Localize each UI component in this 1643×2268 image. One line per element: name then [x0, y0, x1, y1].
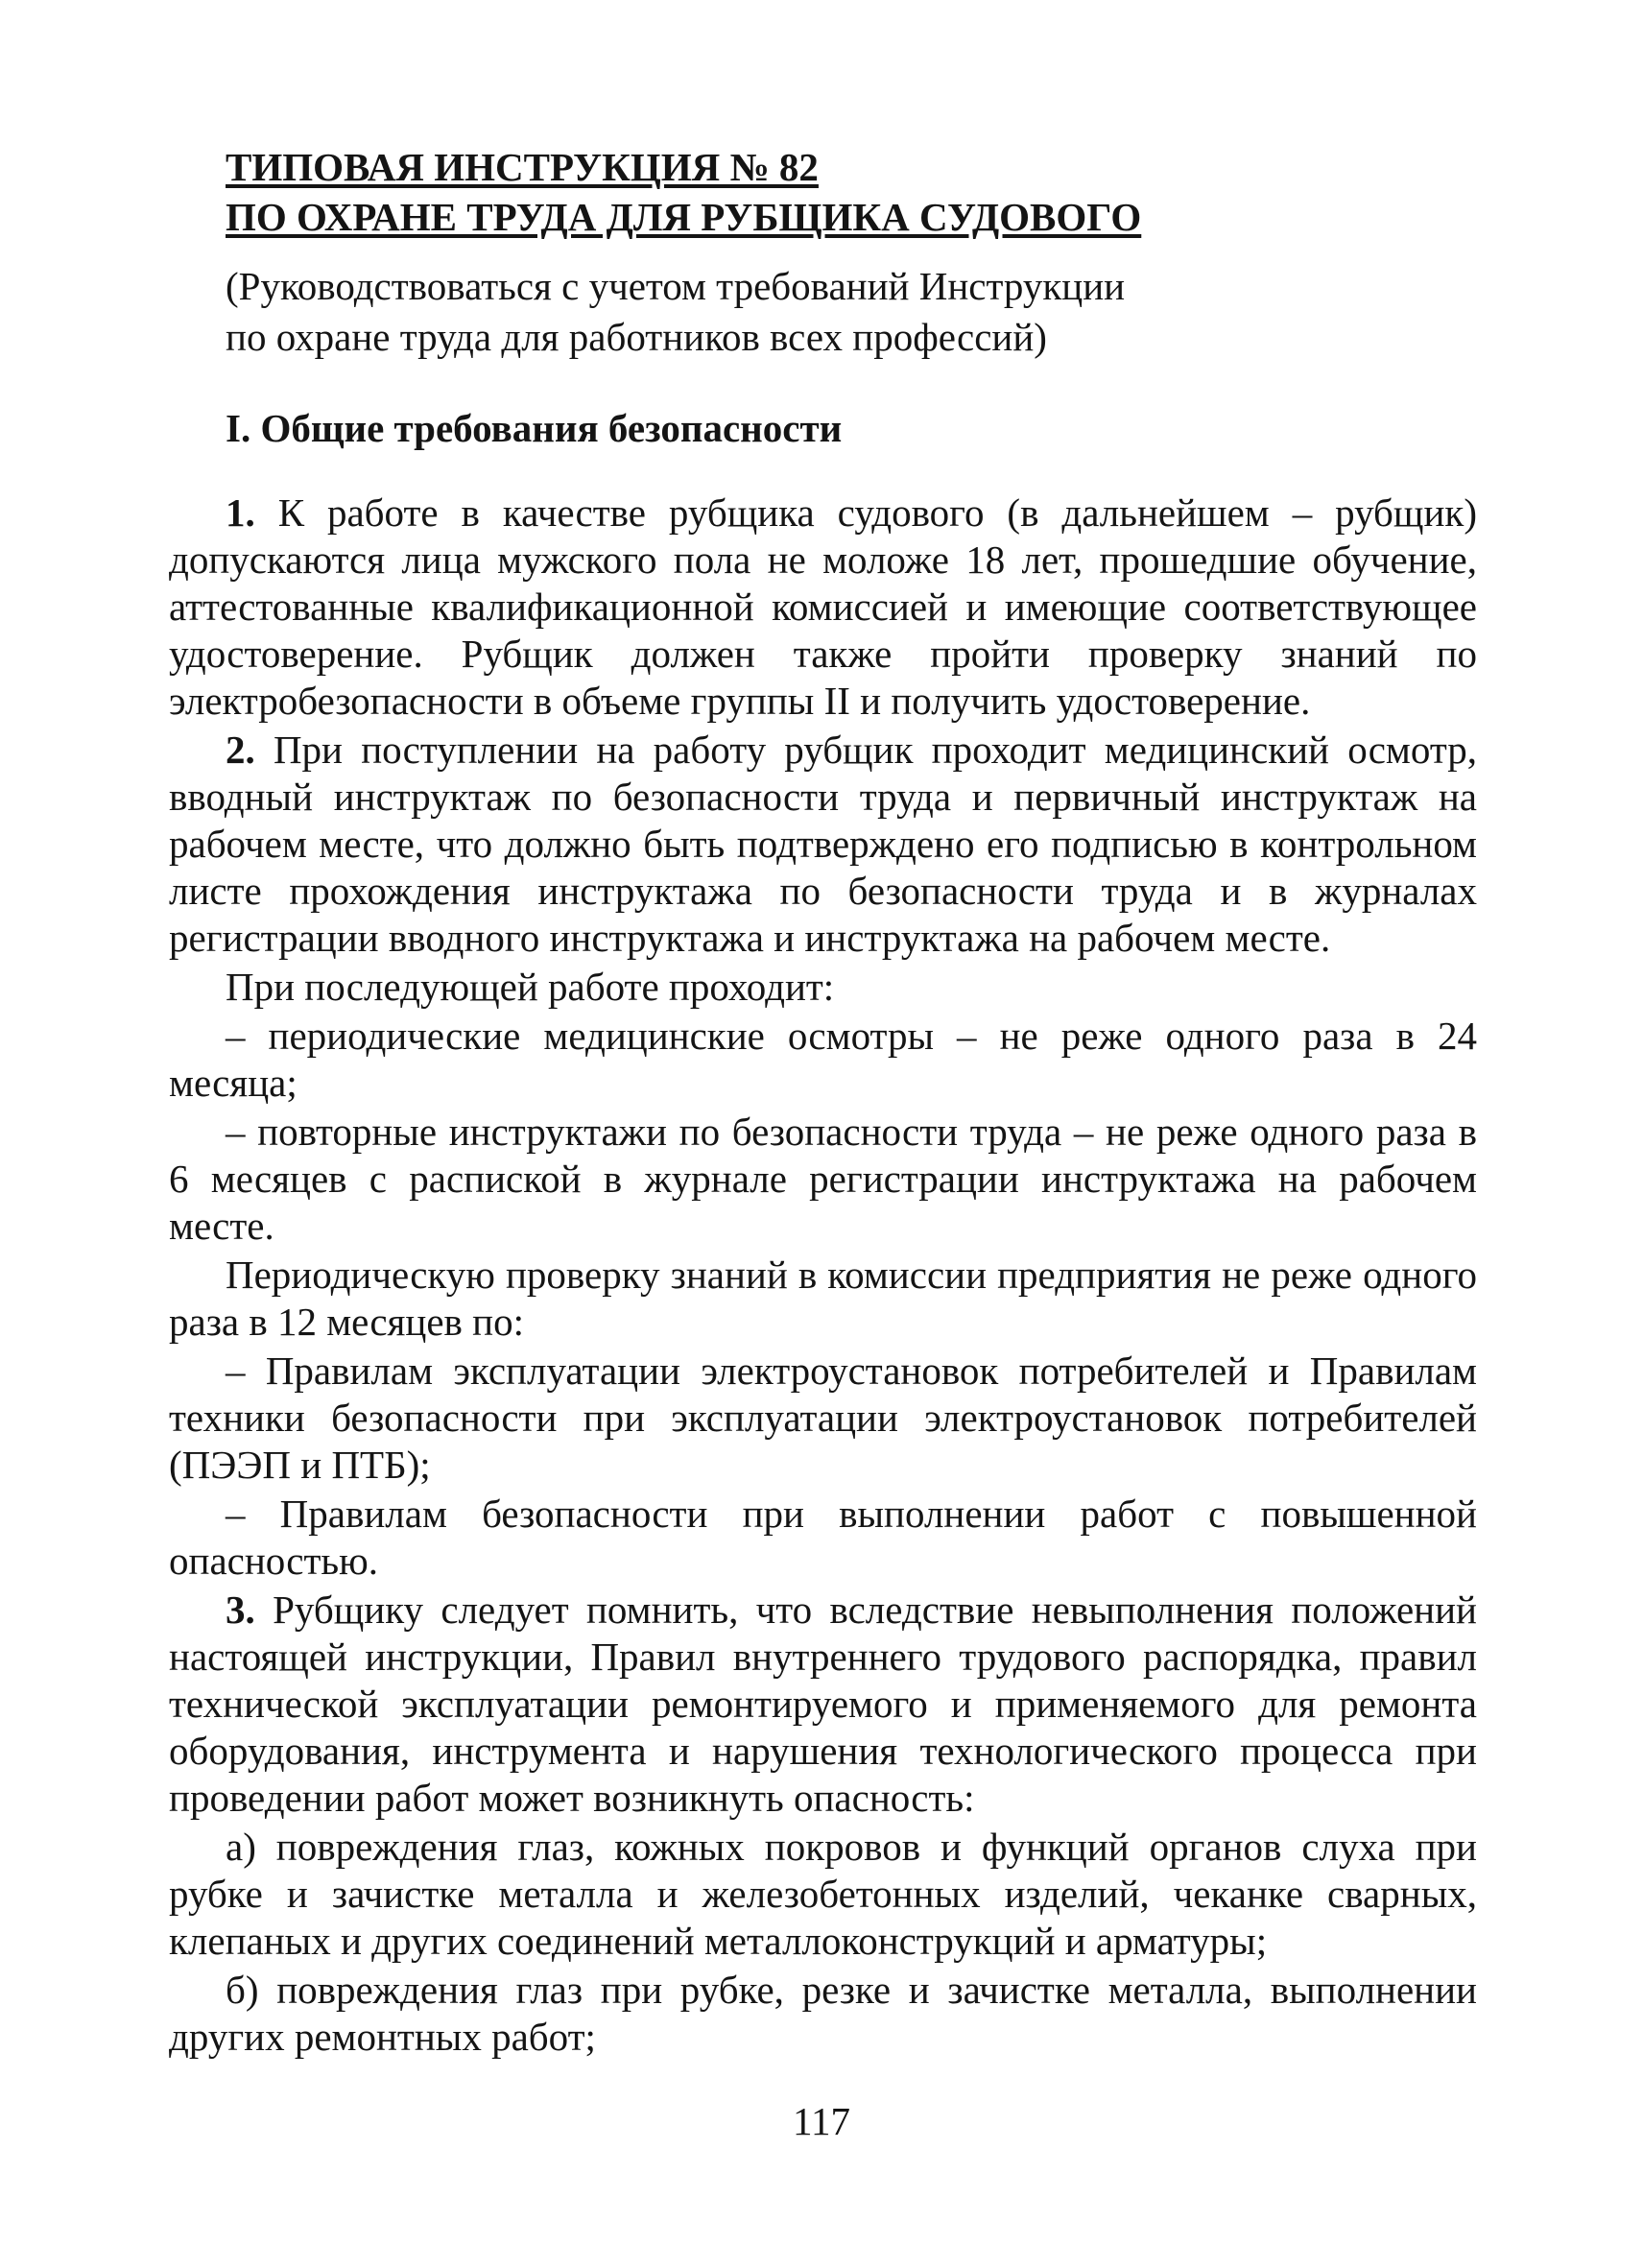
paragraph-2-subsequent: При последующей работе проходит:: [226, 965, 835, 1009]
paragraph-1-text: К работе в качестве рубщика судового (в дальнейшем – рубщик) допускаются лица мужского пола не моложе 18 лет, прошедшие обучение, аттестованные квалификационной комиссией и имеющие соответствующее удостоверение. Рубщик должен также пройти проверку знаний по электробезопасности в объеме группы II и получить удостоверение.: [169, 490, 1477, 723]
paragraph-3-number: 3.: [226, 1588, 255, 1632]
paragraph-1-number: 1.: [226, 490, 255, 535]
title-line-2: ПО ОХРАНЕ ТРУДА ДЛЯ РУБЩИКА СУДОВОГО: [226, 195, 1142, 239]
paragraph-2-medical: – периодические медицинские осмотры – не реже одного раза в 24 месяца;: [169, 1014, 1477, 1105]
paragraph-3: [169, 1587, 1477, 1822]
subtitle-line-2: по охране труда для работников всех профессий): [226, 315, 1047, 359]
paragraph-2-rules-electrical: – Правилам эксплуатации электроустановок потребителей и Правилам техники безопасности при эксплуатации электроустановок потребителей (ПЭЭП и ПТБ);: [169, 1349, 1477, 1487]
subtitle-line-1: (Руководствоваться с учетом требований Инструкции: [226, 264, 1126, 308]
paragraph-2: [169, 727, 1477, 962]
paragraph-2-periodic-check: Периодическую проверку знаний в комиссии предприятия не реже одного раза в 12 месяцев по:: [169, 1253, 1477, 1344]
paragraph-2-text: При поступлении на работу рубщик проходит медицинский осмотр, вводный инструктаж по безопасности труда и первичный инструктаж на рабочем месте, что должно быть подтверждено его подписью в контрольном листе прохождения инструктажа по безопасности труда и в журналах регистрации вводного инструктажа и инструктажа на рабочем месте.: [169, 728, 1477, 960]
paragraph-2-number: 2.: [226, 728, 255, 772]
title-line-1: ТИПОВАЯ ИНСТРУКЦИЯ № 82: [226, 145, 819, 189]
paragraph-3-text: Рубщику следует помнить, что вследствие невыполнения положений настоящей инструкции, Правил внутреннего трудового распорядка, правил технической эксплуатации ремонтируемого и применяемого для ремонта оборудования, инструмента и нарушения технологического процесса при проведении работ может возникнуть опасность:: [169, 1588, 1477, 1820]
paragraph-2-briefings: – повторные инструктажи по безопасности труда – не реже одного раза в 6 месяцев с распиской в журнале регистрации инструктажа на рабочем месте.: [169, 1110, 1477, 1248]
paragraph-1: [169, 489, 1477, 725]
subtitle-note: [226, 261, 1477, 363]
paragraph-3-item-b: б) повреждения глаз при рубке, резке и зачистке металла, выполнении других ремонтных работ;: [169, 1968, 1477, 2059]
paragraph-3-item-a: а) повреждения глаз, кожных покровов и функций органов слуха при рубке и зачистке металла и железобетонных изделий, чеканке сварных, клепаных и других соединений металлоконструкций и арматуры;: [169, 1825, 1477, 1963]
section-heading: I. Общие требования безопасности: [226, 406, 843, 450]
document-body: [169, 142, 1477, 2063]
page-number: 117: [793, 2099, 850, 2143]
paragraph-2-rules-hazard: – Правилам безопасности при выполнении работ с повышенной опасностью.: [169, 1492, 1477, 1583]
